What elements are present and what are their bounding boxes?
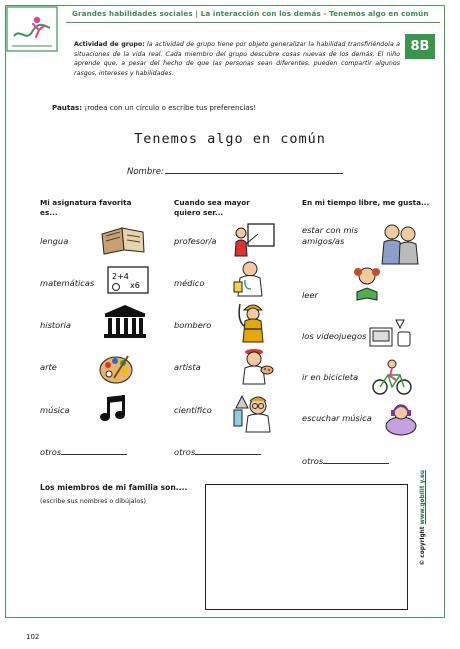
reading-girl-icon — [352, 264, 382, 304]
option-artista[interactable]: artista — [174, 362, 201, 372]
svg-text:2+4: 2+4 — [112, 272, 129, 281]
doctor-icon — [232, 260, 268, 298]
option-cientifico[interactable]: científico — [174, 405, 212, 415]
videogame-icon — [366, 316, 414, 350]
page-number: 102 — [26, 633, 40, 641]
copyright-text: © copyright — [420, 526, 426, 566]
column-heading-line: Cuando sea mayor — [174, 198, 250, 207]
temple-icon — [102, 304, 148, 340]
copyright-notice — [420, 470, 426, 590]
intro-text: la actividad de grupo tiene por objeto generalizar la habilidad transfiriéndola a situaciones de la vida real. Cada miembro del grupo descubre cosas nuevas de los demás. El niño aprende que, a pesar del hecho de que las personas sean diferentes, pueden compartir algunos rasgos, intereses y habilidades. — [74, 41, 400, 77]
other-label: otros — [302, 456, 324, 466]
artist-icon — [234, 346, 274, 386]
other-label: otros — [40, 447, 62, 457]
name-field[interactable] — [127, 164, 343, 177]
header-title: Grandes habilidades sociales | La interacción con los demás - Tenemos algo en común — [72, 9, 429, 18]
name-label: Nombre: — [127, 167, 164, 177]
bicycle-icon — [372, 358, 412, 396]
family-label: Los miembros de mi familia son.... — [40, 483, 188, 492]
option-arte[interactable]: arte — [40, 362, 57, 372]
headphones-icon — [384, 400, 418, 436]
column-heading-line: quiero ser... — [174, 208, 224, 217]
paint-palette-icon — [98, 352, 136, 386]
option-leer[interactable]: leer — [302, 290, 318, 300]
section-badge: 8B — [405, 34, 435, 59]
option-escuchar-musica[interactable]: escuchar música — [302, 413, 372, 423]
option-medico[interactable]: médico — [174, 278, 205, 288]
family-drawing-box[interactable] — [205, 484, 408, 610]
option-matematicas[interactable]: matemáticas — [40, 278, 95, 288]
scientist-icon — [232, 392, 276, 434]
option-musica[interactable]: música — [40, 405, 70, 415]
other-line[interactable] — [323, 455, 389, 464]
instructions-lead: Pautas: — [52, 103, 83, 112]
friends-icon — [380, 222, 420, 266]
column-heading-line: es... — [40, 208, 58, 217]
column-heading-career — [174, 198, 250, 218]
worksheet-title: Tenemos algo en común — [134, 131, 326, 147]
header-divider — [66, 22, 440, 23]
option-lengua[interactable]: lengua — [40, 236, 69, 246]
option-otros-subject[interactable] — [40, 446, 127, 458]
column-heading-subject — [40, 198, 132, 218]
intro-lead: Actividad de grupo: — [74, 41, 145, 48]
column-heading-freetime — [302, 198, 429, 208]
column-heading-line: Mi asignatura favorita — [40, 198, 132, 207]
copyright-url[interactable]: www.gobilit y.eu — [420, 470, 426, 525]
other-label: otros — [174, 447, 196, 457]
option-amigos[interactable]: estar con mis amigos/as — [302, 225, 359, 246]
intro-paragraph — [74, 40, 400, 78]
open-book-icon — [100, 224, 146, 256]
option-historia[interactable]: historia — [40, 320, 72, 330]
option-otros-freetime[interactable] — [302, 455, 389, 467]
music-note-icon — [98, 394, 130, 424]
option-videojuegos[interactable]: los videojuegos — [302, 331, 367, 341]
logo-icon — [6, 6, 58, 52]
option-profesor[interactable]: profesor/a — [174, 236, 217, 246]
option-bicicleta[interactable]: ir en bicicleta — [302, 372, 359, 382]
math-board-icon — [106, 264, 150, 296]
column-heading-line: En mi tiempo libre, me gusta... — [302, 198, 430, 207]
family-hint: (escribe sus nombres o dibújalos) — [40, 498, 146, 505]
teacher-icon — [232, 222, 276, 258]
instructions — [52, 103, 256, 112]
other-line[interactable] — [195, 446, 261, 455]
option-otros-career[interactable] — [174, 446, 261, 458]
instructions-text: ¡rodea con un círculo o escribe tus preferencias! — [82, 103, 257, 112]
svg-text:x6: x6 — [130, 281, 140, 290]
firefighter-icon — [236, 300, 270, 344]
other-line[interactable] — [61, 446, 127, 455]
option-bombero[interactable]: bombero — [174, 320, 212, 330]
name-line[interactable] — [165, 164, 343, 174]
